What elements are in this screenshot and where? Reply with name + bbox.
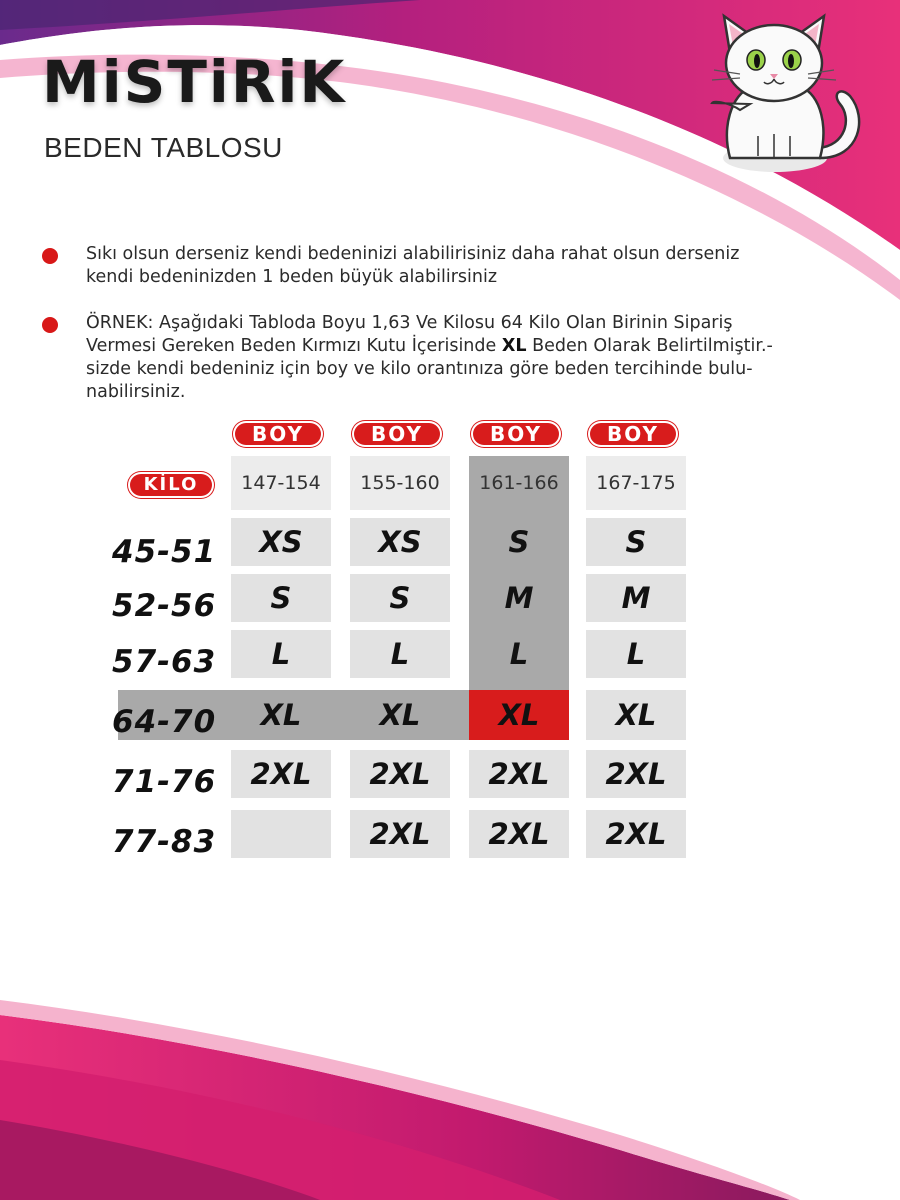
page-title: BEDEN TABLOSU <box>44 132 283 163</box>
size-cell: L <box>231 630 331 678</box>
height-range-cell: 167-175 <box>586 456 686 510</box>
size-cell: S <box>350 574 450 622</box>
size-cell: L <box>350 630 450 678</box>
weight-range-label: 77-83 <box>112 824 217 860</box>
kilo-header-badge: KİLO <box>128 472 214 498</box>
size-cell: 2XL <box>350 750 450 798</box>
size-cell: 2XL <box>586 810 686 858</box>
size-cell: 2XL <box>586 750 686 798</box>
size-cell: M <box>469 574 569 622</box>
brand-logo: MiSTiRiK <box>42 48 347 116</box>
size-cell: L <box>469 630 569 678</box>
weight-range-label: 64-70 <box>112 704 217 740</box>
size-cell: 2XL <box>469 810 569 858</box>
size-cell: 2XL <box>231 750 331 798</box>
size-cell-highlighted: XL <box>469 690 569 740</box>
boy-header-badge: BOY <box>471 421 561 447</box>
size-cell <box>231 810 331 858</box>
note-example: ÖRNEK: Aşağıdaki Tabloda Boyu 1,63 Ve Kilosu 64 Kilo Olan Birinin Sipariş Vermesi Gereken Beden Kırmızı Kutu İçerisinde XL Beden Olarak Belirtilmiştir.- sizde kendi bedeniniz için boy ve kilo orantınıza göre beden tercihinde bulu- nabilirsiniz. <box>86 313 773 402</box>
height-range-cell: 155-160 <box>350 456 450 510</box>
size-cell: 2XL <box>350 810 450 858</box>
bullet-icon <box>42 248 58 264</box>
size-cell: XL <box>350 690 450 740</box>
size-cell: M <box>586 574 686 622</box>
height-range-cell: 161-166 <box>469 456 569 510</box>
size-cell: S <box>469 518 569 566</box>
height-range-cell: 147-154 <box>231 456 331 510</box>
boy-header-badge: BOY <box>588 421 678 447</box>
size-cell: XL <box>586 690 686 740</box>
weight-range-label: 57-63 <box>112 644 217 680</box>
weight-range-label: 45-51 <box>112 534 217 570</box>
size-cell: S <box>586 518 686 566</box>
note-fit-advice: Sıkı olsun derseniz kendi bedeninizi alabilirisiniz daha rahat olsun derseniz kendi bedeninizden 1 beden büyük alabilirsiniz <box>86 244 740 287</box>
example-size-highlight: XL <box>501 336 527 356</box>
size-cell: XS <box>350 518 450 566</box>
size-cell: 2XL <box>469 750 569 798</box>
boy-header-badge: BOY <box>233 421 323 447</box>
boy-header-badge: BOY <box>352 421 442 447</box>
bullet-icon <box>42 317 58 333</box>
size-cell: L <box>586 630 686 678</box>
size-cell: S <box>231 574 331 622</box>
size-cell: XS <box>231 518 331 566</box>
size-cell: XL <box>231 690 331 740</box>
weight-range-label: 52-56 <box>112 588 217 624</box>
white-cat-icon <box>700 8 870 178</box>
weight-range-label: 71-76 <box>112 764 217 800</box>
